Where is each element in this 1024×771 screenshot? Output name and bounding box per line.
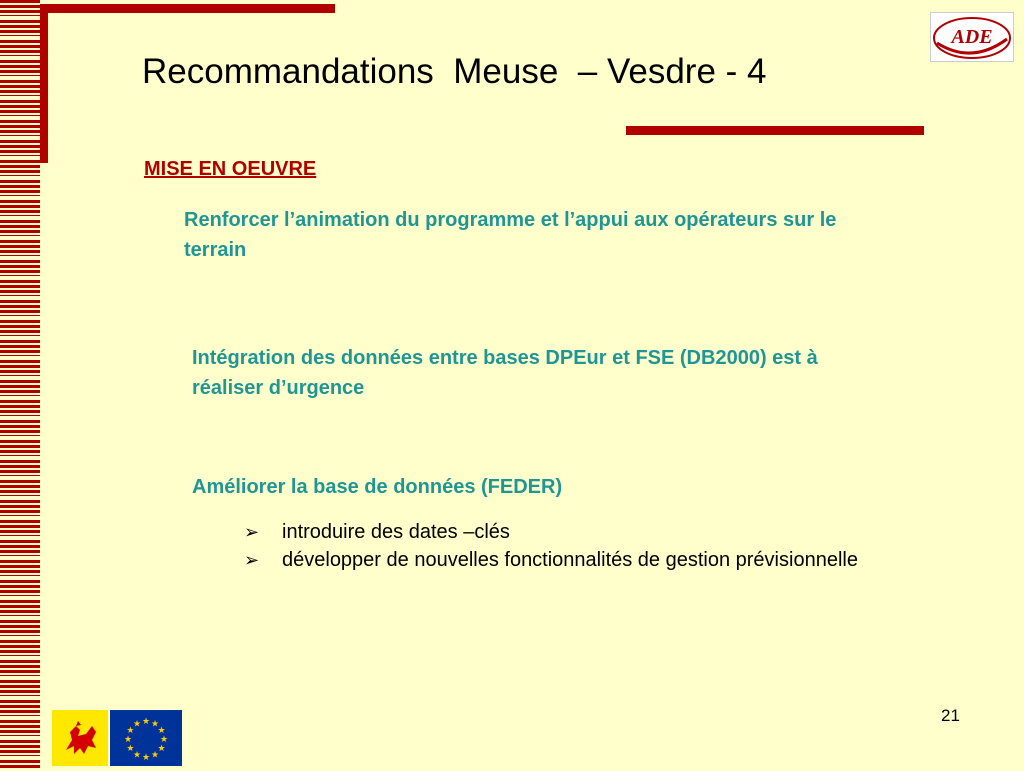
item-2: Intégration des données entre bases DPEur et FSE (DB2000) est à réaliser d’urgence: [192, 347, 818, 399]
section-label: MISE EN OEUVRE: [144, 158, 317, 180]
slide-title: Recommandations Meuse – Vesdre - 4: [142, 52, 767, 91]
eu-star-icon: ★: [150, 718, 160, 729]
ade-logo-icon: [931, 13, 1013, 61]
sub-bullet-list: [244, 518, 884, 574]
arrow-bullet-icon: ➢: [244, 522, 260, 542]
eu-star-icon: ★: [126, 743, 135, 753]
list-item: [244, 546, 884, 574]
eu-star-icon: ★: [141, 716, 151, 726]
arrow-bullet-icon: ➢: [244, 550, 260, 570]
eu-flag-icon: [110, 710, 182, 766]
page-number: 21: [941, 706, 960, 725]
sub-bullet-text: introduire des dates –clés: [282, 521, 510, 543]
item-1: Renforcer l’animation du programme et l’appui aux opérateurs sur le terrain: [184, 209, 837, 261]
side-stripe-gaps: [0, 0, 40, 768]
eu-star-icon: ★: [159, 734, 169, 744]
logo-text: ADE: [951, 26, 993, 48]
walloon-rooster-flag-icon: [52, 710, 108, 766]
eu-star-icon: ★: [132, 718, 142, 729]
eu-star-icon: ★: [123, 734, 133, 744]
eu-star-icon: ★: [132, 749, 142, 760]
sub-bullet-text: développer de nouvelles fonctionnalités de gestion prévisionnelle: [282, 549, 858, 571]
ade-logo: [930, 12, 1014, 62]
eu-star-icon: ★: [150, 749, 160, 760]
top-red-bar: [40, 4, 335, 13]
eu-star-icon: ★: [157, 743, 166, 753]
eu-star-icon: ★: [157, 725, 166, 735]
title-underline-bar: [626, 126, 924, 135]
vertical-red-bar: [40, 8, 48, 163]
list-item: [244, 518, 884, 546]
eu-star-icon: ★: [141, 752, 151, 762]
item-3: Améliorer la base de données (FEDER): [192, 476, 563, 498]
eu-star-icon: ★: [126, 725, 135, 735]
